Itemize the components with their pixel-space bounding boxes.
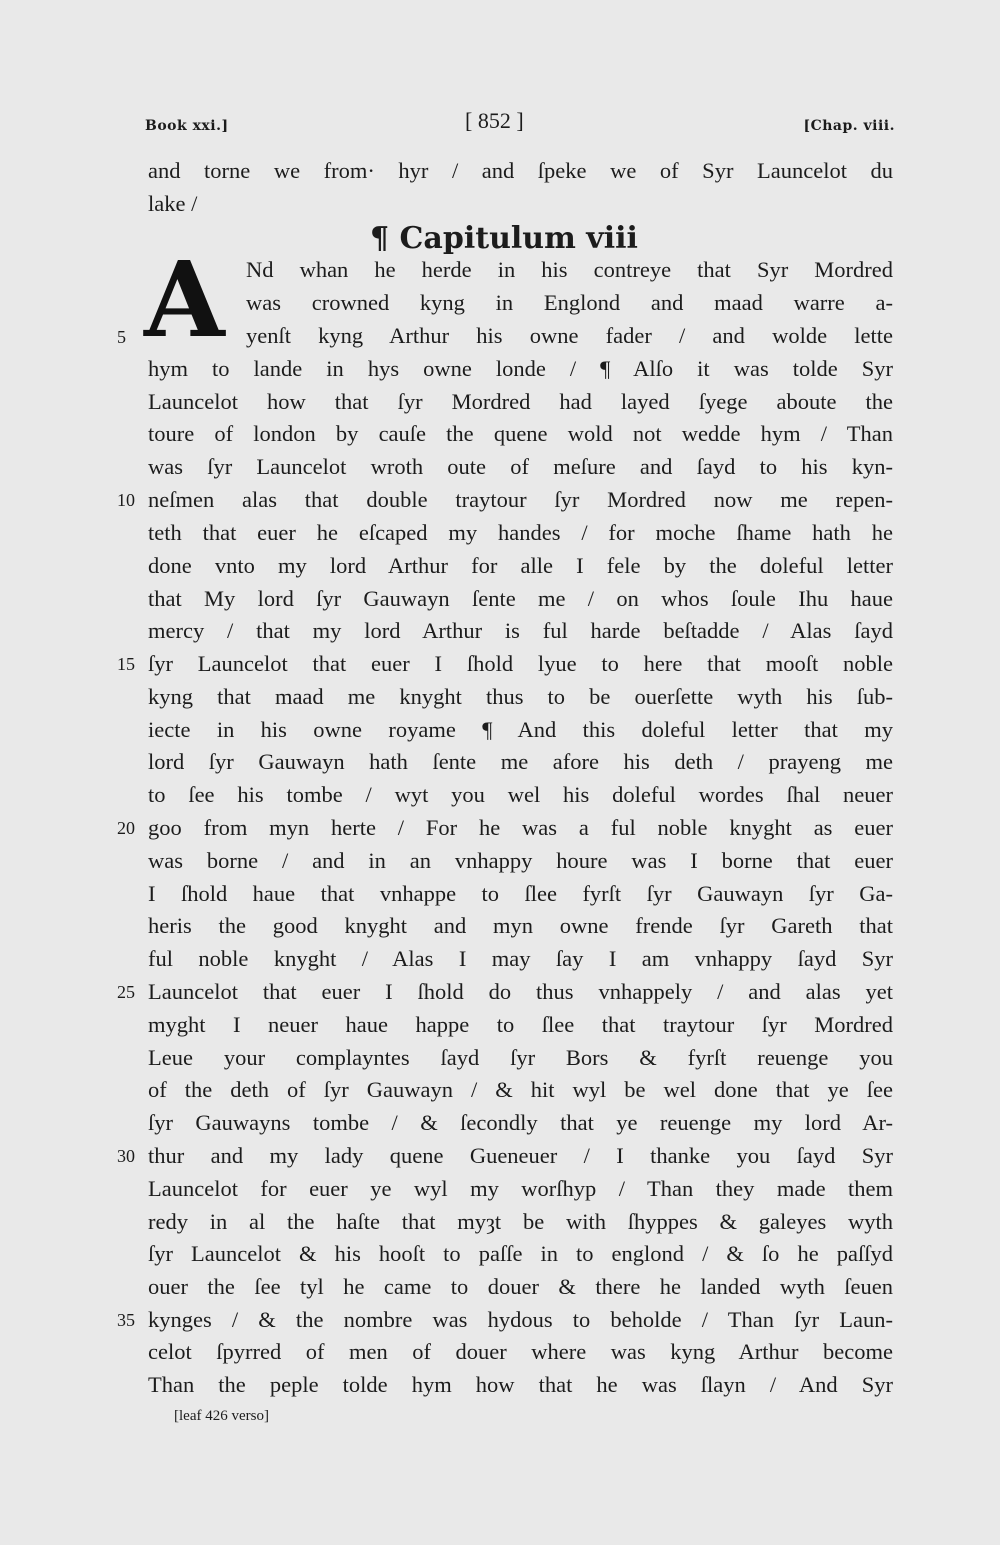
text-line: mercy / that my lord Arthur is ful harde beſtadde / Alas ſayd [148,618,893,643]
text-line: Than the peple tolde hym how that he was ſlayn / And Syr [148,1372,893,1397]
text-line: Launcelot for euer ye wyl my worſhyp / Than they made them [148,1176,893,1201]
drop-cap [144,238,239,361]
text-line: ſyr Launcelot that euer I ſhold lyue to here that mooſt noble [148,651,893,676]
text-line: ful noble knyght / Alas I may ſay I am vnhappy ſayd Syr [148,946,893,971]
text-line: ouer the ſee tyl he came to douer & there he landed wyth ſeuen [148,1274,893,1299]
text-line: goo from myn herte / For he was a ful noble knyght as euer [148,815,893,840]
pilcrow-icon: ¶ [370,221,400,256]
text-line: was borne / and in an vnhappy houre was I borne that euer [148,848,893,873]
line-number: 5 [117,327,126,347]
running-head [145,108,895,148]
text-line: was crowned kyng in Englond and maad warre a- [246,290,893,315]
marginal-note: [leaf 426 verso] [174,1408,269,1424]
text-line: myght I neuer haue happe to ſlee that traytour ſyr Mordred [148,1012,893,1037]
text-line: Nd whan he herde in his contreye that Syr Mordred [246,257,893,282]
text-line: of the deth of ſyr Gauwayn / & hit wyl be wel done that ye ſee [148,1077,893,1102]
text-line: redy in al the haſte that myȝt be with ſhyppes & galeyes wyth [148,1209,893,1234]
text-line: Launcelot that euer I ſhold do thus vnhappely / and alas yet [148,979,893,1004]
text-line: I ſhold haue that vnhappe to ſlee fyrſt ſyr Gauwayn ſyr Ga- [148,881,893,906]
text-line: heris the good knyght and myn owne frende ſyr Gareth that [148,913,893,938]
line-number: 35 [117,1310,135,1330]
text-line: Launcelot how that ſyr Mordred had layed ſyege aboute the [148,389,893,414]
line-number: 15 [117,654,135,674]
text-line: iecte in his owne royame ¶ And this doleful letter that my [148,717,893,742]
text-line: yenſt kyng Arthur his owne fader / and wolde lette [246,323,893,348]
chapter-heading [370,219,770,259]
text-line: hym to lande in hys owne londe / ¶ Alſo it was tolde Syr [148,356,893,381]
text-line: kyng that maad me knyght thus to be ouerſette wyth his ſub- [148,684,893,709]
text-line: neſmen alas that double traytour ſyr Mordred now me repen- [148,487,893,512]
text-line: that My lord ſyr Gauwayn ſente me / on whos ſoule Ihu haue [148,586,893,611]
line-number: 10 [117,490,135,510]
text-line: was ſyr Launcelot wroth oute of meſure and ſayd to his kyn- [148,454,893,479]
text-line: and torne we from· hyr / and ſpeke we of Syr Launcelot du [148,158,893,183]
text-line: toure of london by cauſe the quene wold not wedde hym / Than [148,421,893,446]
text-line: kynges / & the nombre was hydous to beholde / Than ſyr Laun- [148,1307,893,1332]
chapter-heading-text: Capitulum viii [399,221,638,256]
text-line: done vnto my lord Arthur for alle I fele by the doleful letter [148,553,893,578]
text-line: teth that euer he eſcaped my handes / for moche ſhame hath he [148,520,893,545]
text-line: thur and my lady quene Gueneuer / I thanke you ſayd Syr [148,1143,893,1168]
line-number: 25 [117,982,135,1002]
text-line: ſyr Launcelot & his hooſt to paſſe in to englond / & ſo he paſſyd [148,1241,893,1266]
text-line: to ſee his tombe / wyt you wel his doleful wordes ſhal neuer [148,782,893,807]
text-line: lake / [148,191,198,216]
page-number: [ 852 ] [465,108,524,133]
running-head-chapter: [Chap. viii. [803,118,895,134]
drop-cap-letter: A [144,238,225,361]
running-head-book: Book xxi.] [145,118,229,134]
text-line: lord ſyr Gauwayn hath ſente me afore his deth / prayeng me [148,749,893,774]
line-number: 30 [117,1146,135,1166]
line-number: 20 [117,818,135,838]
text-line: ſyr Gauwayns tombe / & ſecondly that ye reuenge my lord Ar- [148,1110,893,1135]
text-line: Leue your complayntes ſayd ſyr Bors & fyrſt reuenge you [148,1045,893,1070]
text-line: celot ſpyrred of men of douer where was kyng Arthur become [148,1339,893,1364]
